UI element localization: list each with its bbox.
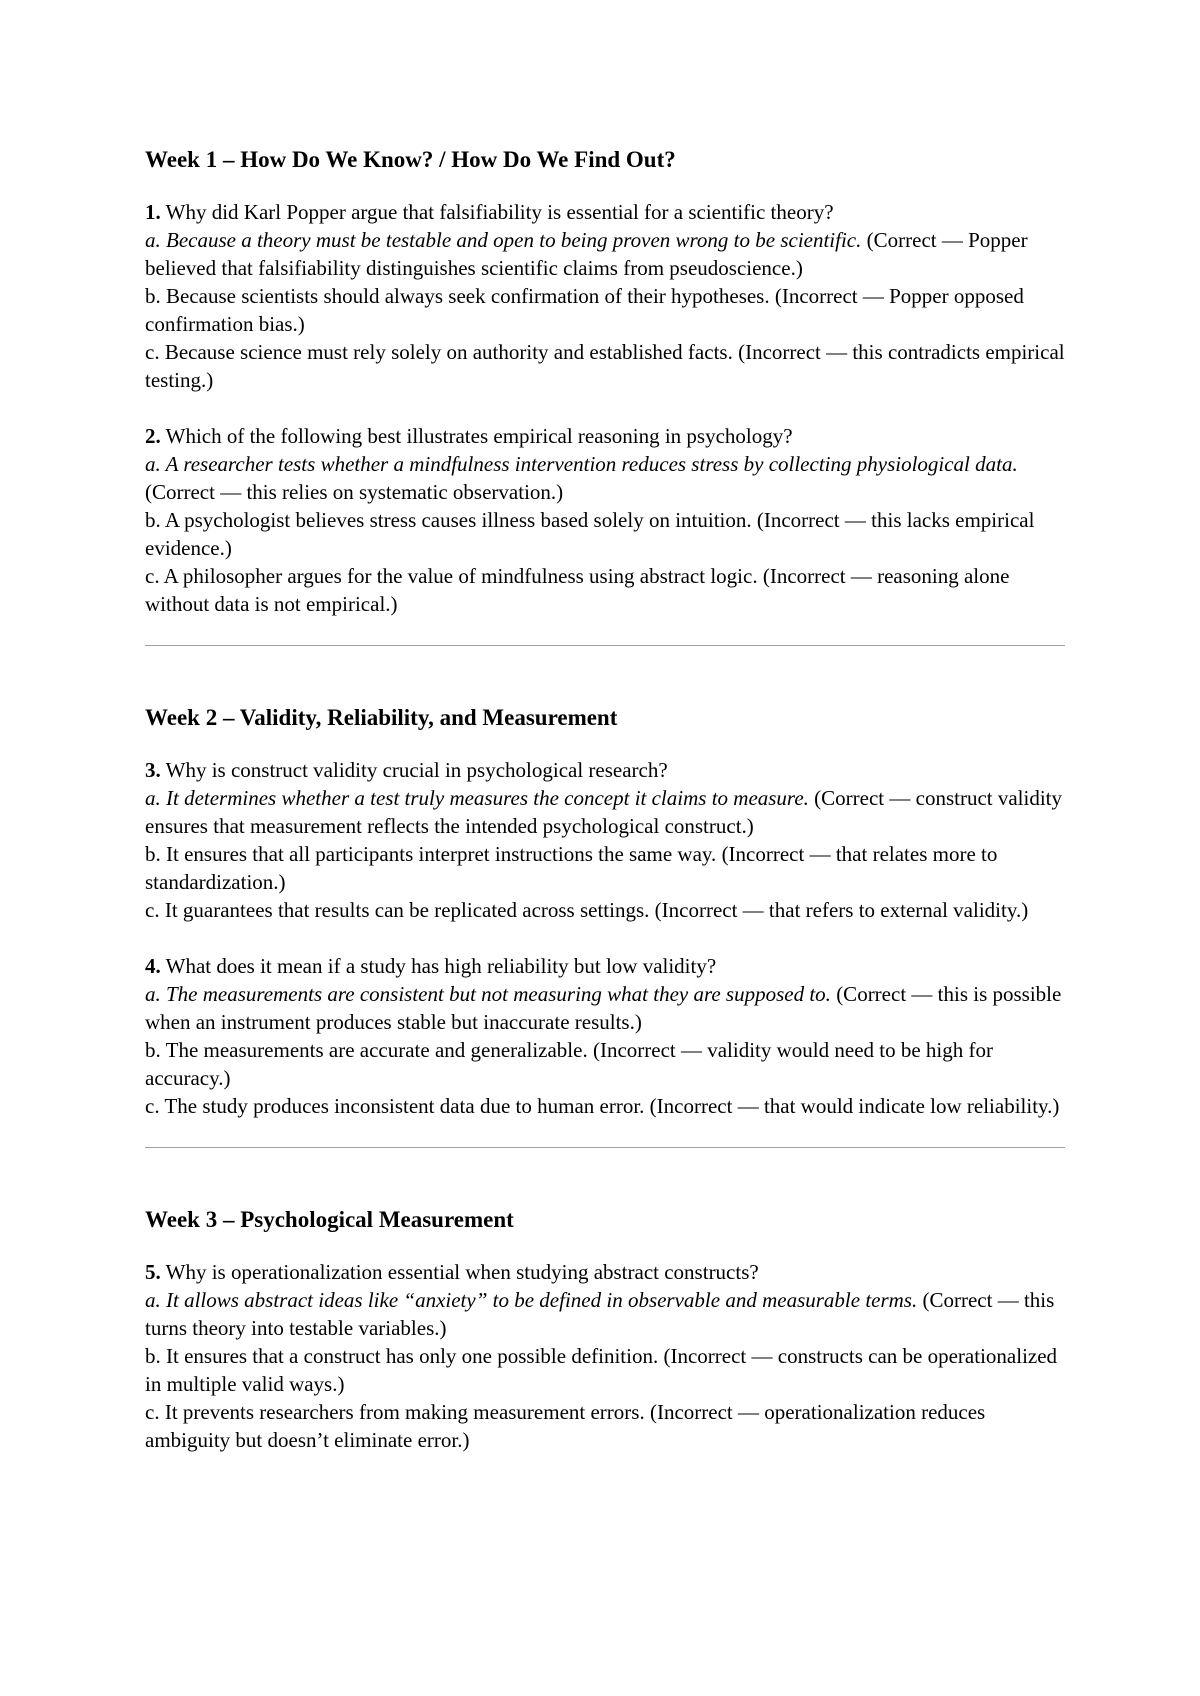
answer-option-a — [145, 784, 1065, 840]
option-label: b. — [145, 842, 161, 866]
question-number: 2. — [145, 424, 161, 448]
section-divider — [145, 1147, 1065, 1148]
option-note: (Incorrect — operationalization reduces ambiguity but doesn’t eliminate error.) — [145, 1400, 986, 1452]
option-note: (Incorrect — that relates more to standardization.) — [145, 842, 998, 894]
question-2 — [145, 422, 1065, 618]
option-label: c. — [145, 564, 160, 588]
option-text: It ensures that a construct has only one possible definition. — [160, 1344, 659, 1368]
answer-option-a — [145, 226, 1065, 282]
answer-option-b — [145, 1036, 1065, 1092]
answer-option-c — [145, 338, 1065, 394]
question-1 — [145, 198, 1065, 394]
answer-option-b — [145, 506, 1065, 562]
option-text: It guarantees that results can be replicated across settings. — [159, 898, 650, 922]
question-number: 4. — [145, 954, 161, 978]
question-5 — [145, 1258, 1065, 1454]
answer-option-b — [145, 1342, 1065, 1398]
option-note: (Incorrect — constructs can be operationalized in multiple valid ways.) — [145, 1344, 1058, 1396]
question-stem: What does it mean if a study has high reliability but low validity? — [160, 954, 717, 978]
option-note: (Incorrect — that would indicate low reliability.) — [644, 1094, 1060, 1118]
question-number: 5. — [145, 1260, 161, 1284]
option-text: The measurements are consistent but not measuring what they are supposed to. — [160, 982, 831, 1006]
option-note: (Correct — this is possible when an instrument produces stable but inaccurate results.) — [145, 982, 1062, 1034]
question-stem: Why is operationalization essential when studying abstract constructs? — [160, 1260, 759, 1284]
option-text: Because a theory must be testable and open to being proven wrong to be scientific. — [160, 228, 862, 252]
question-number: 3. — [145, 758, 161, 782]
question-stem: Why is construct validity crucial in psychological research? — [160, 758, 668, 782]
option-note: (Correct — Popper believed that falsifiability distinguishes scientific claims from pseudoscience.) — [145, 228, 1028, 280]
option-text: The study produces inconsistent data due to human error. — [159, 1094, 645, 1118]
option-text: It prevents researchers from making measurement errors. — [159, 1400, 645, 1424]
option-text: A researcher tests whether a mindfulness intervention reduces stress by collecting physiological data. — [160, 452, 1018, 476]
week-3-section — [145, 1205, 1065, 1454]
option-label: a. — [145, 982, 161, 1006]
option-note: (Incorrect — this lacks empirical evidence.) — [145, 508, 1035, 560]
option-label: a. — [145, 452, 161, 476]
option-label: a. — [145, 786, 161, 810]
section-divider — [145, 645, 1065, 646]
answer-option-b — [145, 840, 1065, 896]
option-note: (Incorrect — validity would need to be high for accuracy.) — [145, 1038, 993, 1090]
answer-option-a — [145, 980, 1065, 1036]
option-label: a. — [145, 228, 161, 252]
option-label: c. — [145, 898, 160, 922]
answer-option-c — [145, 1092, 1065, 1120]
option-text: A philosopher argues for the value of mindfulness using abstract logic. — [159, 564, 758, 588]
question-text — [145, 198, 1065, 226]
option-text: It allows abstract ideas like “anxiety” to be defined in observable and measurable terms. — [160, 1288, 918, 1312]
answer-option-c — [145, 1398, 1065, 1454]
option-label: b. — [145, 508, 161, 532]
question-4 — [145, 952, 1065, 1120]
option-note: (Incorrect — Popper opposed confirmation bias.) — [145, 284, 1024, 336]
answer-option-b — [145, 282, 1065, 338]
option-label: c. — [145, 340, 160, 364]
question-text — [145, 952, 1065, 980]
option-label: c. — [145, 1400, 160, 1424]
option-label: b. — [145, 284, 161, 308]
option-note: (Correct — this turns theory into testable variables.) — [145, 1288, 1055, 1340]
option-label: b. — [145, 1344, 161, 1368]
week-heading: Week 1 – How Do We Know? / How Do We Find Out? — [145, 147, 676, 172]
answer-option-a — [145, 450, 1065, 506]
week-heading: Week 3 – Psychological Measurement — [145, 1207, 514, 1232]
answer-option-c — [145, 562, 1065, 618]
question-text — [145, 756, 1065, 784]
option-label: a. — [145, 1288, 161, 1312]
week-heading: Week 2 – Validity, Reliability, and Measurement — [145, 705, 618, 730]
option-note: (Correct — construct validity ensures that measurement reflects the intended psychological construct.) — [145, 786, 1063, 838]
option-note: (Incorrect — that refers to external validity.) — [649, 898, 1029, 922]
option-note: (Correct — this relies on systematic observation.) — [145, 480, 564, 504]
option-note: (Incorrect — reasoning alone without data is not empirical.) — [145, 564, 1010, 616]
option-text: A psychologist believes stress causes illness based solely on intuition. — [160, 508, 752, 532]
question-3 — [145, 756, 1065, 924]
option-label: c. — [145, 1094, 160, 1118]
question-stem: Why did Karl Popper argue that falsifiability is essential for a scientific theory? — [160, 200, 834, 224]
document-page — [145, 145, 1065, 1482]
question-text — [145, 1258, 1065, 1286]
option-text: It ensures that all participants interpret instructions the same way. — [160, 842, 717, 866]
week-2-section — [145, 703, 1065, 1120]
question-number: 1. — [145, 200, 161, 224]
answer-option-a — [145, 1286, 1065, 1342]
option-text: The measurements are accurate and generalizable. — [160, 1038, 588, 1062]
question-stem: Which of the following best illustrates empirical reasoning in psychology? — [160, 424, 793, 448]
option-label: b. — [145, 1038, 161, 1062]
answer-option-c — [145, 896, 1065, 924]
option-note: (Incorrect — this contradicts empirical testing.) — [145, 340, 1065, 392]
option-text: Because scientists should always seek confirmation of their hypotheses. — [160, 284, 770, 308]
option-text: Because science must rely solely on authority and established facts. — [159, 340, 733, 364]
option-text: It determines whether a test truly measures the concept it claims to measure. — [160, 786, 809, 810]
week-1-section — [145, 145, 1065, 618]
question-text — [145, 422, 1065, 450]
